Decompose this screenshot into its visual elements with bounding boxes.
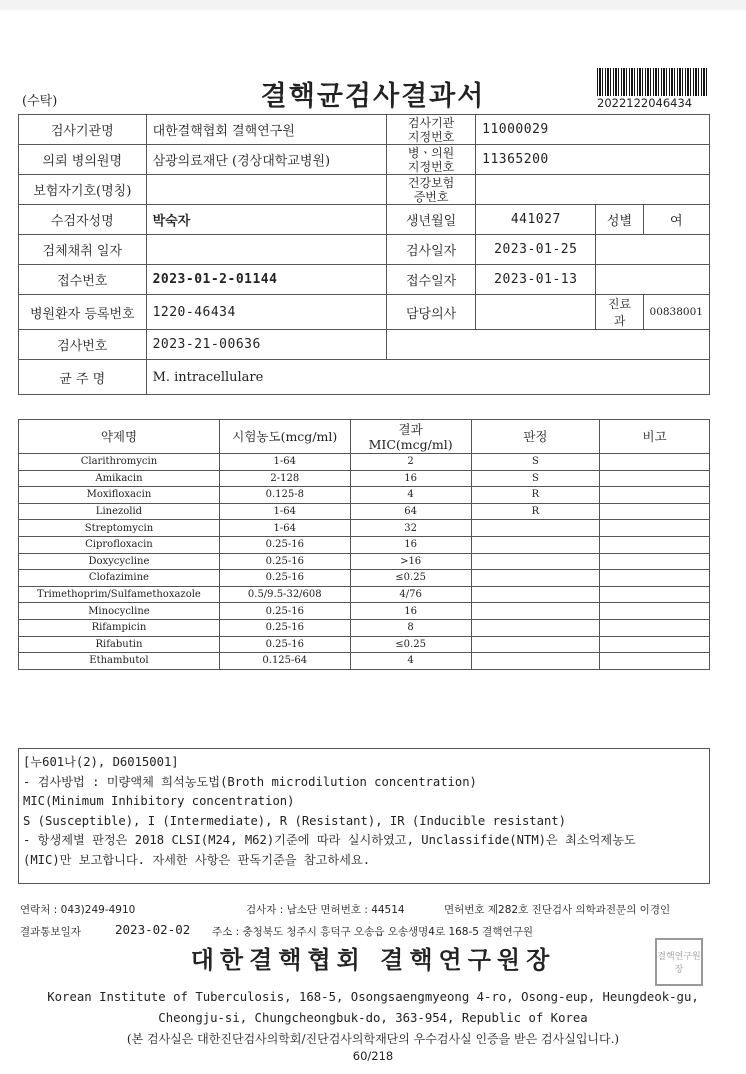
- patient-info-table: [18, 114, 710, 395]
- test-no-value: 2023-21-00636: [146, 330, 386, 360]
- table-row: [19, 205, 710, 235]
- birth-value: 441027: [476, 205, 596, 235]
- drug-name: Amikacin: [19, 470, 220, 487]
- drug-name: Moxifloxacin: [19, 487, 220, 504]
- copy-type: (수탁): [22, 94, 58, 109]
- interpretation: R: [471, 503, 600, 520]
- remarks: [600, 586, 710, 603]
- drug-row: [19, 487, 710, 504]
- drug-name: Clofazimine: [19, 570, 220, 587]
- department-label: 진료과: [596, 295, 643, 330]
- remarks: [600, 570, 710, 587]
- table-row: [19, 175, 710, 205]
- interpretation: [471, 619, 600, 636]
- interpretation: [471, 603, 600, 620]
- test-date-value: 2023-01-25: [476, 235, 596, 265]
- drug-row: [19, 570, 710, 587]
- hospital-code-value: 11365200: [476, 145, 710, 175]
- notes-line: - 항생제별 판정은 2018 CLSI(M24, M62)기준에 따라 실시하였고, Unclassifide(NTM)은 최소억제농도: [23, 833, 636, 847]
- header-mic: 결과 MIC(mcg/ml): [350, 420, 471, 454]
- collection-date-label: 검체채취 일자: [19, 235, 147, 265]
- notes-line: - 검사방법 : 미량액체 희석농도법(Broth microdilution concentration): [23, 774, 477, 789]
- mic-result: 64: [350, 503, 471, 520]
- english-address-line2: Cheongju-si, Chungcheongbuk-do, 363-954, Republic of Korea: [158, 1011, 588, 1025]
- interpretation: [471, 536, 600, 553]
- test-concentration: 0.25-16: [219, 570, 350, 587]
- contact: 연락처 : 043)249-4910: [20, 904, 136, 916]
- remarks: [600, 487, 710, 504]
- sex-value: 여: [643, 205, 710, 235]
- institution-code-value: 11000029: [476, 115, 710, 145]
- patient-name-value: 박숙자: [146, 205, 386, 235]
- drug-name: Streptomycin: [19, 520, 220, 537]
- mic-result: 2: [350, 454, 471, 471]
- interpretation: [471, 636, 600, 653]
- notes-line: (MIC)만 보고합니다. 자세한 사항은 판독기준을 참고하세요.: [23, 852, 371, 867]
- mic-result: 16: [350, 536, 471, 553]
- drug-row: [19, 536, 710, 553]
- interpretation: [471, 570, 600, 587]
- test-concentration: 1-64: [219, 454, 350, 471]
- patient-reg-value: 1220-46434: [146, 295, 386, 330]
- test-concentration: 0.25-16: [219, 619, 350, 636]
- table-row: [19, 265, 710, 295]
- sex-label: 성별: [596, 205, 643, 235]
- patient-name-label: 수검자성명: [19, 205, 147, 235]
- collection-date-value: [146, 235, 386, 265]
- barcode-number: 2022122046434: [597, 96, 693, 110]
- notes-box: [18, 748, 710, 884]
- receipt-date-label: 접수일자: [387, 265, 476, 295]
- drug-row: [19, 603, 710, 620]
- insured-value: [146, 175, 386, 205]
- drug-row: [19, 636, 710, 653]
- remarks: [600, 653, 710, 670]
- drug-row: [19, 619, 710, 636]
- drug-name: Ethambutol: [19, 653, 220, 670]
- header-concentration: 시험농도(mcg/ml): [219, 420, 350, 454]
- mic-result: 32: [350, 520, 471, 537]
- mic-result: 4: [350, 487, 471, 504]
- drug-row: [19, 520, 710, 537]
- mic-result: 16: [350, 470, 471, 487]
- notes-line: MIC(Minimum Inhibitory concentration): [23, 794, 295, 808]
- header-interpretation: 판정: [471, 420, 600, 454]
- receipt-date-extra: [596, 265, 710, 295]
- drug-row: [19, 470, 710, 487]
- interpretation: [471, 653, 600, 670]
- test-concentration: 0.25-16: [219, 536, 350, 553]
- insurance-no-value: [476, 175, 710, 205]
- remarks: [600, 454, 710, 471]
- institution-code-label: 검사기관 지정번호: [387, 115, 476, 145]
- test-concentration: 0.125-8: [219, 487, 350, 504]
- insurance-no-label: 건강보험 증번호: [387, 175, 476, 205]
- institute-name: 대한결핵협회 결핵연구원장: [190, 945, 556, 974]
- department-value: 00838001: [643, 295, 710, 330]
- institution-value: 대한결핵협회 결핵연구원: [146, 115, 386, 145]
- test-no-extra: [387, 330, 710, 360]
- table-row: [19, 360, 710, 395]
- hospital-code-label: 병ㆍ의원 지정번호: [387, 145, 476, 175]
- examiner: 검사자 : 남소단 면허번호 : 44514: [246, 904, 405, 916]
- mic-result: ≤0.25: [350, 636, 471, 653]
- remarks: [600, 536, 710, 553]
- document-title: 결핵균검사결과서: [260, 81, 486, 112]
- report-date-label: 결과통보일자: [20, 926, 81, 938]
- table-row: [19, 295, 710, 330]
- remarks: [600, 503, 710, 520]
- remarks: [600, 636, 710, 653]
- drug-row: [19, 454, 710, 471]
- license: 면허번호 제282호 진단검사 의학과전문의 이경인: [444, 904, 671, 916]
- mic-result: 8: [350, 619, 471, 636]
- drug-name: Ciprofloxacin: [19, 536, 220, 553]
- drug-row: [19, 653, 710, 670]
- notes-line: [누601나(2), D6015001]: [23, 755, 179, 769]
- remarks: [600, 553, 710, 570]
- interpretation: R: [471, 487, 600, 504]
- page-number: 60/218: [352, 1049, 394, 1063]
- test-concentration: 0.25-16: [219, 603, 350, 620]
- report-date-value: 2023-02-02: [115, 922, 191, 937]
- drug-name: Minocycline: [19, 603, 220, 620]
- address: 주소 : 충청북도 청주시 흥덕구 오송읍 오송생명4로 168-5 결핵연구원: [212, 926, 534, 938]
- receipt-date-value: 2023-01-13: [476, 265, 596, 295]
- mic-result: 4/76: [350, 586, 471, 603]
- patient-reg-label: 병원환자 등록번호: [19, 295, 147, 330]
- certification-note: (본 검사실은 대한진단검사의학회/진단검사의학재단의 우수검사실 인증을 받은 검사실입니다.): [126, 1032, 620, 1046]
- test-concentration: 1-64: [219, 520, 350, 537]
- table-row: [19, 145, 710, 175]
- test-concentration: 0.5/9.5-32/608: [219, 586, 350, 603]
- receipt-no-label: 접수번호: [19, 265, 147, 295]
- mic-result: >16: [350, 553, 471, 570]
- drug-table-header: [19, 420, 710, 454]
- notes-line: S (Susceptible), I (Intermediate), R (Resistant), IR (Inducible resistant): [23, 813, 566, 828]
- test-no-label: 검사번호: [19, 330, 147, 360]
- species-label: 균 주 명: [19, 360, 147, 395]
- barcode: [597, 68, 707, 96]
- test-date-label: 검사일자: [387, 235, 476, 265]
- receipt-no-value: 2023-01-2-01144: [146, 265, 386, 295]
- drug-name: Rifampicin: [19, 619, 220, 636]
- remarks: [600, 470, 710, 487]
- drug-name: Clarithromycin: [19, 454, 220, 471]
- remarks: [600, 520, 710, 537]
- header-remarks: 비고: [600, 420, 710, 454]
- test-concentration: 0.25-16: [219, 636, 350, 653]
- top-strip: [0, 0, 746, 10]
- remarks: [600, 603, 710, 620]
- test-concentration: 1-64: [219, 503, 350, 520]
- doctor-value: [476, 295, 596, 330]
- doctor-label: 담당의사: [387, 295, 476, 330]
- test-concentration: 0.125-64: [219, 653, 350, 670]
- remarks: [600, 619, 710, 636]
- mic-result: ≤0.25: [350, 570, 471, 587]
- header-drug: 약제명: [19, 420, 220, 454]
- drug-name: Linezolid: [19, 503, 220, 520]
- hospital-value: 삼광의료재단 (경상대학교병원): [146, 145, 386, 175]
- insured-label: 보험자기호(명칭): [19, 175, 147, 205]
- species-value: M. intracellulare: [146, 360, 709, 395]
- hospital-label: 의뢰 병의원명: [19, 145, 147, 175]
- test-date-extra: [596, 235, 710, 265]
- drug-susceptibility-table: [18, 419, 710, 670]
- drug-name: Doxycycline: [19, 553, 220, 570]
- drug-row: [19, 503, 710, 520]
- interpretation: S: [471, 454, 600, 471]
- test-concentration: 0.25-16: [219, 553, 350, 570]
- birth-label: 생년월일: [387, 205, 476, 235]
- drug-row: [19, 553, 710, 570]
- test-concentration: 2-128: [219, 470, 350, 487]
- mic-result: 16: [350, 603, 471, 620]
- interpretation: [471, 520, 600, 537]
- english-address-line1: Korean Institute of Tuberculosis, 168-5, Osongsaengmyeong 4-ro, Osong-eup, Heungdeok-gu,: [47, 990, 699, 1004]
- interpretation: [471, 553, 600, 570]
- interpretation: S: [471, 470, 600, 487]
- official-seal: 결핵연구원장: [655, 938, 703, 986]
- table-row: [19, 115, 710, 145]
- institution-label: 검사기관명: [19, 115, 147, 145]
- drug-name: Rifabutin: [19, 636, 220, 653]
- drug-row: [19, 586, 710, 603]
- mic-result: 4: [350, 653, 471, 670]
- table-row: [19, 330, 710, 360]
- drug-name: Trimethoprim/Sulfamethoxazole: [19, 586, 220, 603]
- interpretation: [471, 586, 600, 603]
- table-row: [19, 235, 710, 265]
